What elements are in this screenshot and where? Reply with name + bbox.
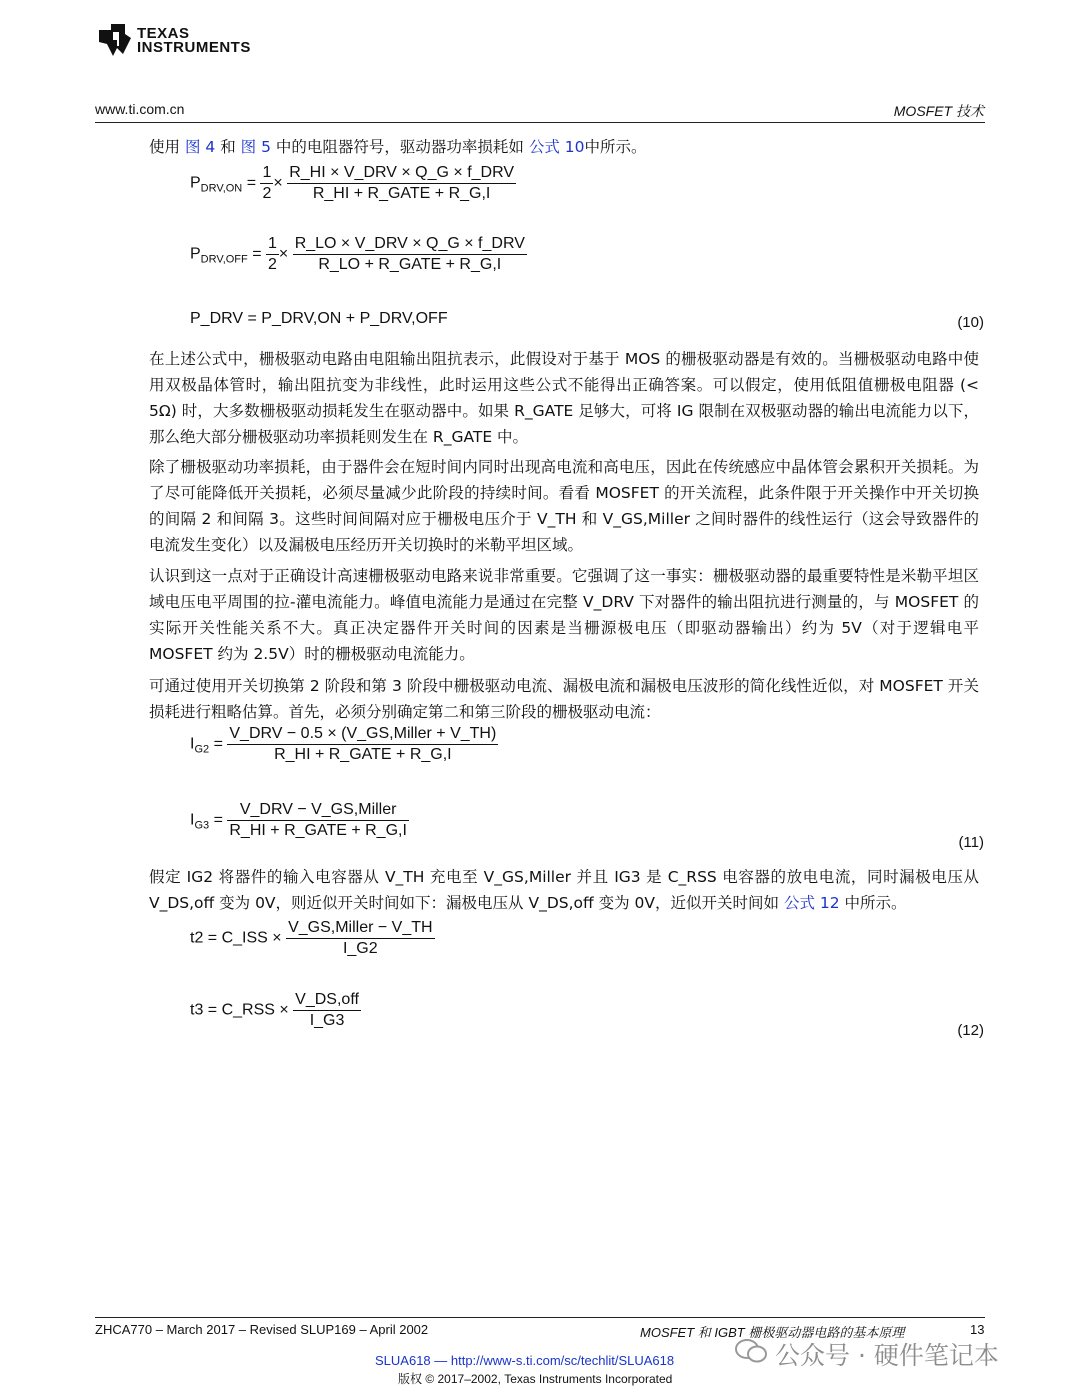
section-title: MOSFET 技术 — [893, 103, 984, 119]
footer-doc-title: MOSFET 和 IGBT 栅极驱动器电路的基本原理 — [640, 1325, 905, 1340]
ti-logo-icon — [95, 20, 135, 60]
footer-page-number: 13 — [970, 1322, 985, 1337]
paragraph-3: 认识到这一点对于正确设计高速栅极驱动电路来说非常重要。它强调了这一事实：栅极驱动器的最重要特性是米勒平坦区域电压电平周围的拉-灌电流能力。峰值电流能力是通过在完整 V_DRV 下对器件的输出阻抗进行测量的，与 MOSFET 的实际开关性能关系不大。真正决定器件开关时间的因素是当栅源极电压（即驱动器输出）约为 5V（对于逻辑电平 MOSFET 约为 2.5V）时的栅极驱动电流能力。 — [149, 567, 979, 663]
figure-4-link[interactable]: 图 4 — [184, 138, 216, 156]
footer-doc-id: ZHCA770 – March 2017 – Revised SLUP169 – April 2002 — [95, 1322, 429, 1337]
equation-ig3: $I_{G3}$ = $\frac{\text{V\_DRV − V\_GS,Miller}}{\text{R\_HI + R\_GATE + R\_G,I}}$ — [190, 801, 407, 839]
equation-number-10: (10) — [957, 314, 984, 331]
paragraph-2: 除了栅极驱动功率损耗，由于器件会在短时间内同时出现高电流和高电压，因此在传统感应中晶体管会累积开关损耗。为了尽可能降低开关损耗，必须尽量减少此阶段的持续时间。看看 MOSFET 的开关流程，此条件限于开关操作中开关切换的间隔 2 和间隔 3。这些时间间隔对应于栅极电压介于 V_TH 和 V_GS,Miller 之间时器件的线性运行（这会导致器件的电流发生变化）以及漏极电压经历开关切换时的米勒平坦区域。 — [149, 458, 979, 554]
footer-link[interactable]: SLUA618 — http://www-s.ti.com/sc/techlit/SLUA618 — [375, 1353, 675, 1368]
paragraph-1: 在上述公式中，栅极驱动电路由电阻输出阻抗表示，此假设对于基于 MOS 的栅极驱动器是有效的。当栅极驱动电路中使用双极晶体管时，输出阻抗变为非线性，此时运用这些公式不能得出正确答案。可以假定，使用低阻值栅极电阻器 (< 5Ω) 时，大多数栅极驱动损耗发生在驱动器中。如果 R_GATE 足够大，可将 IG 限制在双极驱动器的输出电流能力以下，那么绝大部分栅极驱动功率损耗则发生在 R_GATE 中。 — [149, 350, 979, 446]
site-url[interactable]: www.ti.com.cn — [95, 101, 185, 117]
equation-10-link[interactable]: 公式 10 — [528, 138, 585, 156]
watermark-text: 公众号 · 硬件笔记本 — [775, 1341, 999, 1370]
equation-number-11: (11) — [958, 834, 984, 851]
footer-copyright: 版权 © 2017–2002, Texas Instruments Incorporated — [398, 1372, 673, 1386]
footer-rule — [95, 1317, 985, 1318]
equation-t3: t3 = C_RSS × $\frac{\text{V\_DS,off}}{I\_G3}$ — [190, 991, 359, 1029]
equation-number-12: (12) — [957, 1022, 984, 1039]
brand-name: TEXAS INSTRUMENTS — [137, 25, 251, 56]
wechat-icon — [735, 1337, 767, 1365]
figure-5-link[interactable]: 图 5 — [240, 138, 271, 156]
equation-pdrv-total: P_DRV = P_DRV,ON + P_DRV,OFF — [190, 310, 448, 327]
paragraph-5: 假定 IG2 将器件的输入电容器从 V_TH 充电至 V_GS,Miller 并且 IG3 是 C_RSS 电容器的放电电流，同时漏极电压从 V_DS,off 变为 0V，则近似开关时间如下：漏极电压从 V_DS,off 变为 0V，近似开关时间如 公式 12 中所示。 — [149, 868, 979, 912]
intro-line: 使用 图 4 和 图 5 中的电阻器符号，驱动器功率损耗如 公式 10中所示。 — [149, 138, 647, 156]
header-rule — [95, 122, 985, 123]
paragraph-4: 可通过使用开关切换第 2 阶段和第 3 阶段中栅极驱动电流、漏极电流和漏极电压波形的简化线性近似，对 MOSFET 开关损耗进行粗略估算。首先，必须分别确定第二和第三阶段的栅极驱动电流： — [149, 677, 979, 721]
equation-pdrv-off: $P_{DRV,OFF}$ = $\frac{1}{2}$ × $\frac{\text{R\_LO × V\_DRV × Q\_G × f\_DRV}}{\text{R\_LO + R\_GATE + R\_G,I}}$ — [190, 235, 525, 273]
equation-12-link[interactable]: 公式 12 — [783, 894, 840, 912]
equation-ig2: $I_{G2}$ = $\frac{\text{V\_DRV − 0.5 × (V\_GS,Miller + V\_TH)}}{\text{R\_HI + R\_GATE + R\_G,I}}$ — [190, 725, 497, 763]
equation-pdrv-on: $P_{DRV,ON}$ = $\frac{1}{2}$ × $\frac{\text{R\_HI × V\_DRV × Q\_G × f\_DRV}}{\text{R\_HI + R\_GATE + R\_G,I}}$ — [190, 164, 515, 202]
equation-t2: t2 = C_ISS × $\frac{\text{V\_GS,Miller − V\_TH}}{I\_G2}$ — [190, 919, 433, 957]
